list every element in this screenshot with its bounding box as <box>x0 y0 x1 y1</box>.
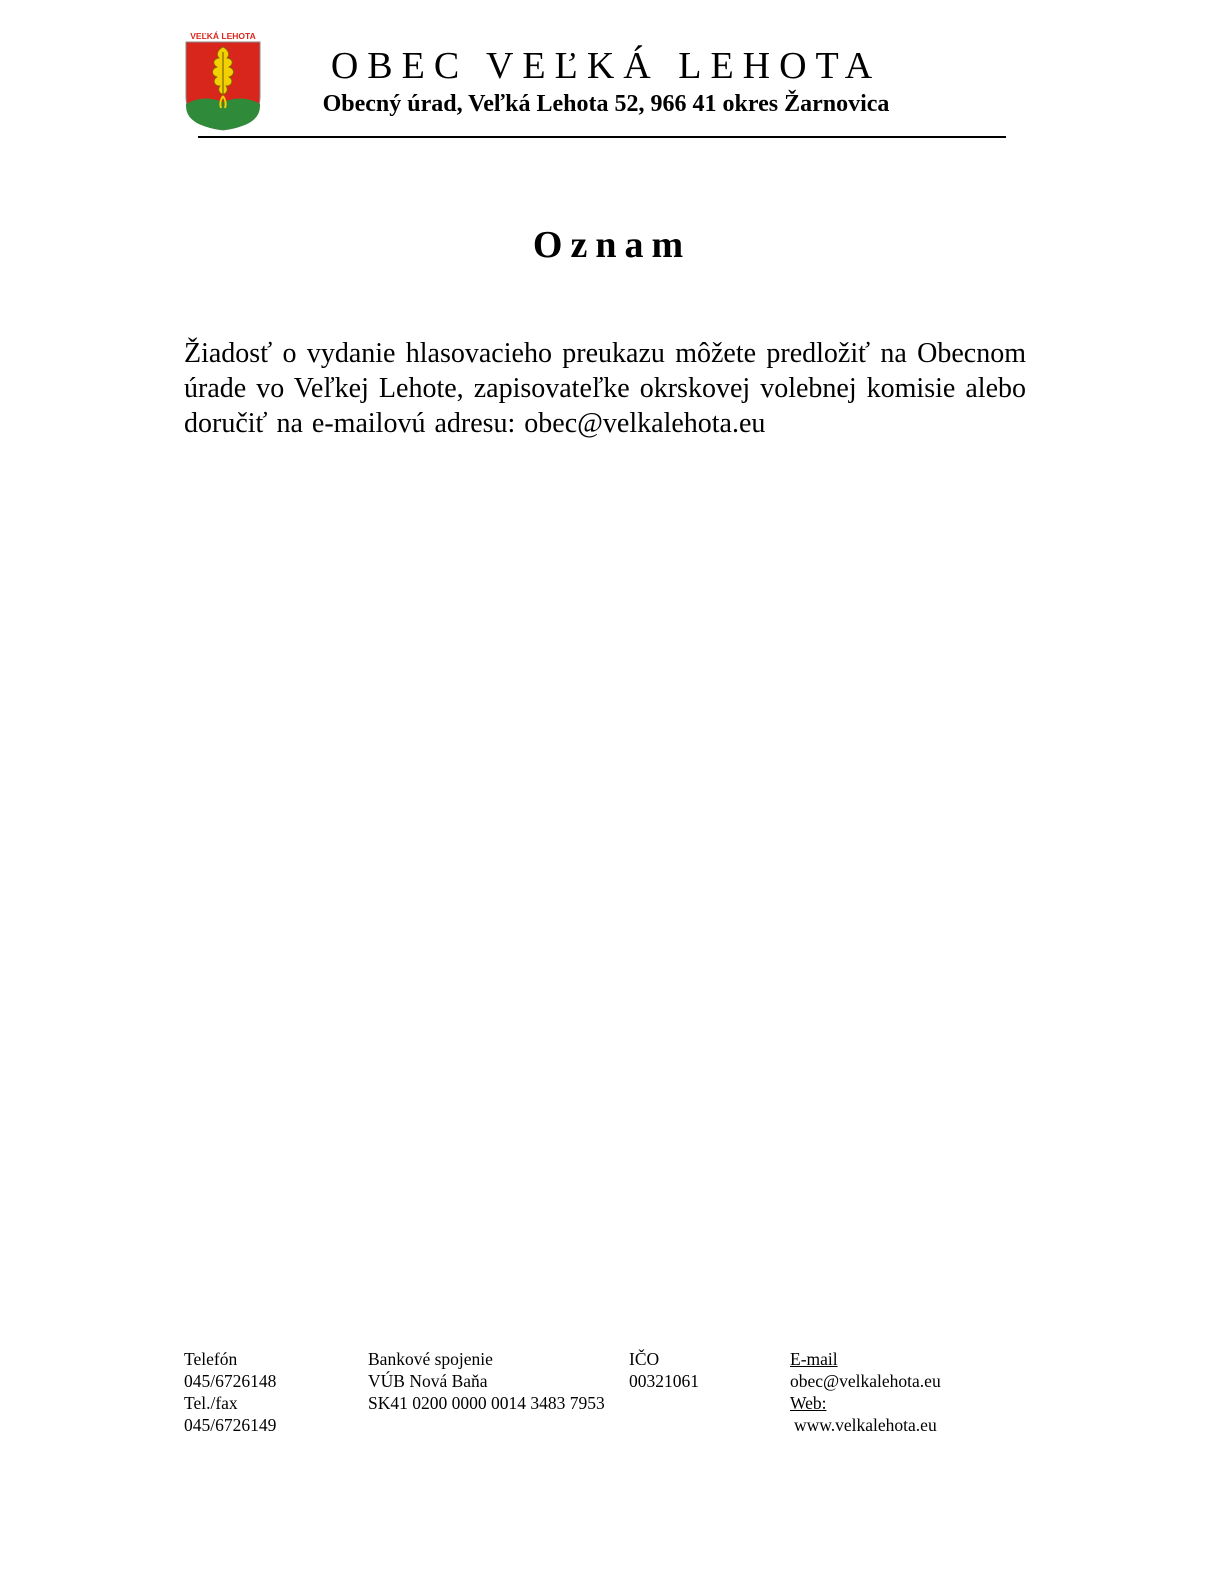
footer-contact-column <box>790 1348 941 1436</box>
fax-label: Tel./fax <box>184 1393 238 1413</box>
coat-of-arms-logo <box>183 30 263 132</box>
web-link[interactable]: www.velkalehota.eu <box>794 1415 937 1435</box>
email-label: E-mail <box>790 1349 838 1369</box>
phone-label: Telefón <box>184 1349 238 1369</box>
web-label: Web: <box>790 1393 827 1413</box>
bank-label: Bankové spojenie <box>368 1349 493 1369</box>
bank-name: VÚB Nová Baňa <box>368 1371 488 1391</box>
ico-label: IČO <box>629 1349 660 1369</box>
crest-icon <box>183 30 263 132</box>
header-divider <box>198 136 1006 138</box>
document-title: Oznam <box>532 224 692 266</box>
crest-caption: VEĽKÁ LEHOTA <box>190 31 256 41</box>
footer-phone-column <box>184 1348 276 1436</box>
bank-iban: SK41 0200 0000 0014 3483 7953 <box>368 1393 605 1413</box>
phone-number: 045/6726148 <box>184 1371 277 1391</box>
email-link[interactable]: obec@velkalehota.eu <box>790 1371 941 1391</box>
ico-number: 00321061 <box>629 1371 699 1391</box>
organization-address: Obecný úrad, Veľká Lehota 52, 966 41 okres Žarnovica <box>322 91 890 117</box>
notice-body: Žiadosť o vydanie hlasovacieho preukazu môžete predložiť na Obecnom úrade vo Veľkej Lehote, zapisovateľke okrskovej volebnej komisie alebo doručiť na e-mailovú adresu: obec@velkalehota.eu <box>184 338 1026 439</box>
organization-name: OBEC VEĽKÁ LEHOTA <box>330 45 882 87</box>
footer-bank-column <box>368 1348 605 1414</box>
footer-ico-column <box>629 1348 699 1392</box>
fax-number: 045/6726149 <box>184 1415 277 1435</box>
